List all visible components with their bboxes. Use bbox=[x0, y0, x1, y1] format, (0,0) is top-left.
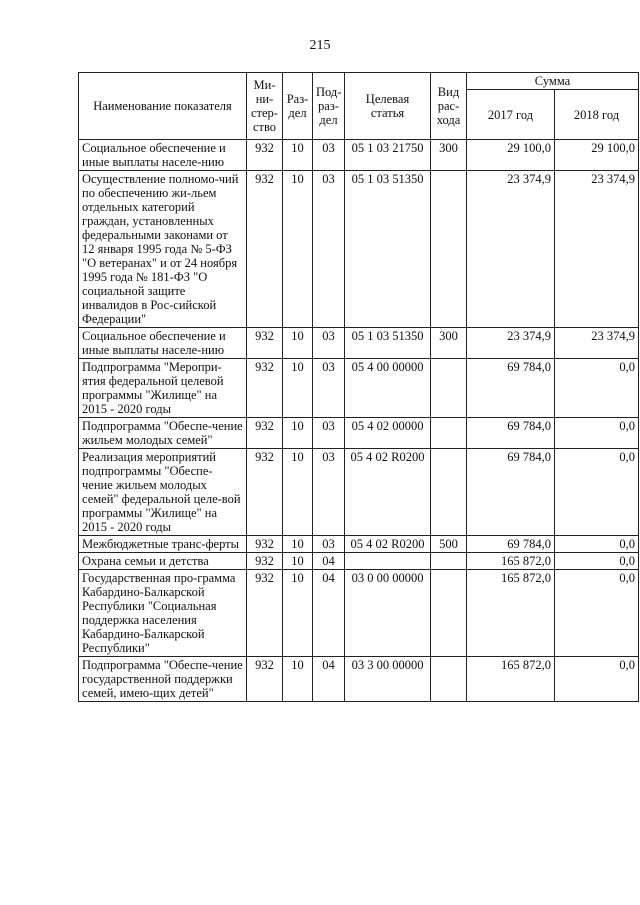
header-sum: Сумма bbox=[467, 73, 639, 90]
header-ministry: Ми- ни- стер- ство bbox=[247, 73, 283, 140]
row-year1: 69 784,0 bbox=[467, 359, 555, 418]
row-year1: 165 872,0 bbox=[467, 553, 555, 570]
row-year1: 69 784,0 bbox=[467, 418, 555, 449]
row-ministry: 932 bbox=[247, 328, 283, 359]
row-expense-type bbox=[431, 418, 467, 449]
row-target: 05 4 02 00000 bbox=[345, 418, 431, 449]
row-name: Межбюджетные транс-ферты bbox=[79, 536, 247, 553]
row-target: 05 4 02 R0200 bbox=[345, 536, 431, 553]
row-section: 10 bbox=[283, 536, 313, 553]
row-year1: 165 872,0 bbox=[467, 657, 555, 702]
row-year2: 0,0 bbox=[555, 536, 639, 553]
table-row bbox=[79, 553, 639, 570]
row-year1: 69 784,0 bbox=[467, 449, 555, 536]
row-ministry: 932 bbox=[247, 657, 283, 702]
row-year2: 23 374,9 bbox=[555, 328, 639, 359]
row-section: 10 bbox=[283, 418, 313, 449]
row-year1: 23 374,9 bbox=[467, 171, 555, 328]
table-row bbox=[79, 328, 639, 359]
row-expense-type bbox=[431, 171, 467, 328]
row-expense-type: 500 bbox=[431, 536, 467, 553]
row-section: 10 bbox=[283, 449, 313, 536]
table-row bbox=[79, 359, 639, 418]
table-row bbox=[79, 536, 639, 553]
budget-table bbox=[78, 72, 639, 702]
row-subsection: 03 bbox=[313, 418, 345, 449]
table-header bbox=[79, 73, 639, 140]
row-target: 05 1 03 51350 bbox=[345, 328, 431, 359]
row-expense-type: 300 bbox=[431, 140, 467, 171]
row-section: 10 bbox=[283, 328, 313, 359]
row-target: 05 1 03 21750 bbox=[345, 140, 431, 171]
row-expense-type: 300 bbox=[431, 328, 467, 359]
row-name: Подпрограмма "Обеспе-чение жильем молодых семей" bbox=[79, 418, 247, 449]
row-ministry: 932 bbox=[247, 418, 283, 449]
table-row bbox=[79, 171, 639, 328]
row-year2: 29 100,0 bbox=[555, 140, 639, 171]
row-target: 03 3 00 00000 bbox=[345, 657, 431, 702]
row-subsection: 03 bbox=[313, 328, 345, 359]
row-target: 03 0 00 00000 bbox=[345, 570, 431, 657]
header-year1: 2017 год bbox=[467, 90, 555, 140]
row-target: 05 4 00 00000 bbox=[345, 359, 431, 418]
table-row bbox=[79, 449, 639, 536]
row-expense-type bbox=[431, 449, 467, 536]
row-year2: 0,0 bbox=[555, 553, 639, 570]
row-section: 10 bbox=[283, 657, 313, 702]
row-section: 10 bbox=[283, 570, 313, 657]
row-expense-type bbox=[431, 570, 467, 657]
header-year2: 2018 год bbox=[555, 90, 639, 140]
row-year2: 0,0 bbox=[555, 418, 639, 449]
row-ministry: 932 bbox=[247, 570, 283, 657]
row-year2: 0,0 bbox=[555, 359, 639, 418]
row-year1: 23 374,9 bbox=[467, 328, 555, 359]
row-subsection: 03 bbox=[313, 171, 345, 328]
row-name: Осуществление полномо-чий по обеспечению жи-льем отдельных категорий граждан, установленных федеральными законами от 12 января 1995 года № 5-ФЗ "О ветеранах" и от 24 ноября 1995 года № 181-ФЗ "О социальной защите инвалидов в Рос-сийской Федерации" bbox=[79, 171, 247, 328]
header-target: Целевая статья bbox=[345, 73, 431, 140]
row-year1: 69 784,0 bbox=[467, 536, 555, 553]
row-target bbox=[345, 553, 431, 570]
row-name: Государственная про-грамма Кабардино-Балкарской Республики "Социальная поддержка населения Кабардино-Балкарской Республики" bbox=[79, 570, 247, 657]
row-target: 05 4 02 R0200 bbox=[345, 449, 431, 536]
row-section: 10 bbox=[283, 171, 313, 328]
row-year2: 0,0 bbox=[555, 657, 639, 702]
row-name: Подпрограмма "Обеспе-чение государственной поддержки семей, имею-щих детей" bbox=[79, 657, 247, 702]
row-ministry: 932 bbox=[247, 359, 283, 418]
row-name: Социальное обеспечение и иные выплаты населе-нию bbox=[79, 328, 247, 359]
row-ministry: 932 bbox=[247, 449, 283, 536]
row-section: 10 bbox=[283, 553, 313, 570]
row-year1: 29 100,0 bbox=[467, 140, 555, 171]
row-name: Подпрограмма "Меропри-ятия федеральной целевой программы "Жилище" на 2015 - 2020 годы bbox=[79, 359, 247, 418]
row-subsection: 03 bbox=[313, 449, 345, 536]
row-year1: 165 872,0 bbox=[467, 570, 555, 657]
table-row bbox=[79, 418, 639, 449]
header-name: Наименование показателя bbox=[79, 73, 247, 140]
table-row bbox=[79, 570, 639, 657]
table-row bbox=[79, 657, 639, 702]
row-subsection: 03 bbox=[313, 140, 345, 171]
row-name: Охрана семьи и детства bbox=[79, 553, 247, 570]
row-subsection: 04 bbox=[313, 553, 345, 570]
row-year2: 0,0 bbox=[555, 449, 639, 536]
header-section: Раз- дел bbox=[283, 73, 313, 140]
row-expense-type bbox=[431, 359, 467, 418]
row-section: 10 bbox=[283, 359, 313, 418]
table-body bbox=[79, 140, 639, 702]
row-subsection: 04 bbox=[313, 657, 345, 702]
row-target: 05 1 03 51350 bbox=[345, 171, 431, 328]
row-ministry: 932 bbox=[247, 171, 283, 328]
row-ministry: 932 bbox=[247, 140, 283, 171]
row-subsection: 04 bbox=[313, 570, 345, 657]
row-ministry: 932 bbox=[247, 553, 283, 570]
row-ministry: 932 bbox=[247, 536, 283, 553]
row-subsection: 03 bbox=[313, 359, 345, 418]
page-number: 215 bbox=[309, 38, 331, 53]
row-expense-type bbox=[431, 553, 467, 570]
row-year2: 23 374,9 bbox=[555, 171, 639, 328]
row-name: Реализация мероприятий подпрограммы "Обеспе-чение жильем молодых семей" федеральной целе-вой программы "Жилище" на 2015 - 2020 годы bbox=[79, 449, 247, 536]
row-expense-type bbox=[431, 657, 467, 702]
row-subsection: 03 bbox=[313, 536, 345, 553]
header-expense-type: Вид рас- хода bbox=[431, 73, 467, 140]
row-year2: 0,0 bbox=[555, 570, 639, 657]
table-row bbox=[79, 140, 639, 171]
row-section: 10 bbox=[283, 140, 313, 171]
row-name: Социальное обеспечение и иные выплаты населе-нию bbox=[79, 140, 247, 171]
header-subsection: Под- раз- дел bbox=[313, 73, 345, 140]
